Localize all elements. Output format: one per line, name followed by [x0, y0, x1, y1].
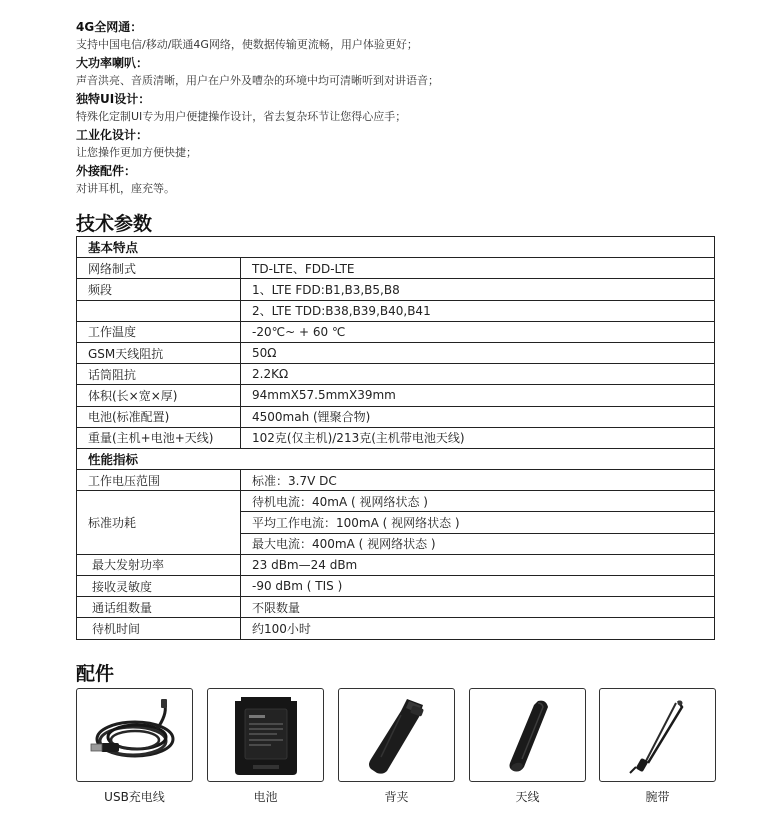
- specs-title: 技术参数: [76, 213, 153, 235]
- feature-title: 工业化设计：: [76, 128, 149, 142]
- group-header-basic: 基本特点: [77, 237, 715, 258]
- table-row: [77, 342, 715, 363]
- spec-label: 话筒阻抗: [77, 364, 241, 385]
- spec-value: 23 dBm—24 dBm: [241, 554, 715, 575]
- spec-value: 不限数量: [241, 597, 715, 618]
- spec-value: 待机电流：40mA ( 视网络状态 ): [241, 491, 715, 512]
- spec-label: 电池(标准配置): [77, 406, 241, 427]
- accessory-image: [599, 688, 716, 782]
- spec-value: 94mmX57.5mmX39mm: [241, 385, 715, 406]
- spec-label: 工作电压范围: [77, 470, 241, 491]
- accessory-image: [76, 688, 193, 782]
- spec-label: 通话组数量: [77, 597, 241, 618]
- accessory-wrist-strap: [599, 688, 716, 805]
- spec-value: 102克(仅主机)/213克(主机带电池天线): [241, 427, 715, 448]
- accessory-image: [469, 688, 586, 782]
- feature-desc: 支持中国电信/移动/联通4G网络，使数据传输更流畅，用户体验更好；: [76, 38, 418, 51]
- spec-label: 体积(长×宽×厚): [77, 385, 241, 406]
- spec-value: 2.2KΩ: [241, 364, 715, 385]
- antenna-icon: [488, 693, 568, 777]
- feature-item: [76, 126, 736, 162]
- spec-label: 工作温度: [77, 321, 241, 342]
- spec-value: 50Ω: [241, 342, 715, 363]
- accessory-battery: [207, 688, 324, 805]
- spec-label: GSM天线阻抗: [77, 342, 241, 363]
- table-row: [77, 427, 715, 448]
- table-row: [77, 258, 715, 279]
- table-row: [77, 406, 715, 427]
- accessory-label: USB充电线: [104, 790, 165, 804]
- spec-value: 最大电流：400mA ( 视网络状态 ): [241, 533, 715, 554]
- feature-title: 独特UI设计：: [76, 92, 151, 106]
- accessory-label: 背夹: [384, 790, 409, 804]
- feature-list: [76, 18, 736, 198]
- spec-label-empty: [77, 300, 241, 321]
- spec-value: 1、LTE FDD:B1,B3,B5,B8: [241, 279, 715, 300]
- accessory-label: 电池: [253, 790, 278, 804]
- feature-title: 4G全网通：: [76, 20, 143, 34]
- spec-value: 2、LTE TDD:B38,B39,B40,B41: [241, 300, 715, 321]
- feature-desc: 声音洪亮、音质清晰，用户在户外及嘈杂的环境中均可清晰听到对讲语音；: [76, 74, 439, 87]
- table-row: [77, 385, 715, 406]
- table-row: [77, 597, 715, 618]
- table-row: [77, 576, 715, 597]
- spec-label: 重量(主机+电池+天线): [77, 427, 241, 448]
- accessory-image: [207, 688, 324, 782]
- table-row: [77, 237, 715, 258]
- spec-label: 标准功耗: [77, 491, 241, 555]
- usb-cable-icon: [85, 695, 185, 775]
- accessory-belt-clip: [338, 688, 455, 805]
- accessory-label: 天线: [515, 790, 540, 804]
- spec-table: [76, 236, 715, 640]
- spec-label: 接收灵敏度: [77, 576, 241, 597]
- spec-value: 标准：3.7V DC: [241, 470, 715, 491]
- battery-icon: [231, 693, 301, 777]
- spec-label: 待机时间: [77, 618, 241, 639]
- spec-label: 频段: [77, 279, 241, 300]
- spec-label: 网络制式: [77, 258, 241, 279]
- feature-item: [76, 54, 736, 90]
- spec-label: 最大发射功率: [77, 554, 241, 575]
- accessories-title: 配件: [76, 663, 115, 685]
- feature-item: [76, 18, 736, 54]
- table-row: [77, 470, 715, 491]
- feature-title: 外接配件：: [76, 164, 137, 178]
- table-row: [77, 554, 715, 575]
- accessory-image: [338, 688, 455, 782]
- feature-desc: 对讲耳机，座充等。: [76, 182, 175, 195]
- group-header-performance: 性能指标: [77, 448, 715, 469]
- table-row: [77, 279, 715, 300]
- table-row: [77, 364, 715, 385]
- spec-value: 平均工作电流：100mA ( 视网络状态 ): [241, 512, 715, 533]
- spec-value: 4500mah (锂聚合物): [241, 406, 715, 427]
- spec-value: -90 dBm ( TIS ): [241, 576, 715, 597]
- accessories-list: [76, 688, 716, 808]
- feature-item: [76, 90, 736, 126]
- accessory-usb-cable: [76, 688, 193, 805]
- table-row: [77, 321, 715, 342]
- accessory-label: 腕带: [645, 790, 670, 804]
- feature-title: 大功率喇叭：: [76, 56, 149, 70]
- feature-desc: 让您操作更加方便快捷；: [76, 146, 197, 159]
- wrist-strap-icon: [618, 693, 698, 777]
- spec-value: -20℃~ + 60 ℃: [241, 321, 715, 342]
- feature-desc: 特殊化定制UI专为用户便捷操作设计，省去复杂环节让您得心应手；: [76, 110, 407, 123]
- table-row: [77, 300, 715, 321]
- table-row: [77, 618, 715, 639]
- table-row: [77, 448, 715, 469]
- accessory-antenna: [469, 688, 586, 805]
- spec-value: 约100小时: [241, 618, 715, 639]
- feature-item: [76, 162, 736, 198]
- spec-value: TD-LTE、FDD-LTE: [241, 258, 715, 279]
- belt-clip-icon: [357, 693, 437, 777]
- table-row: [77, 491, 715, 512]
